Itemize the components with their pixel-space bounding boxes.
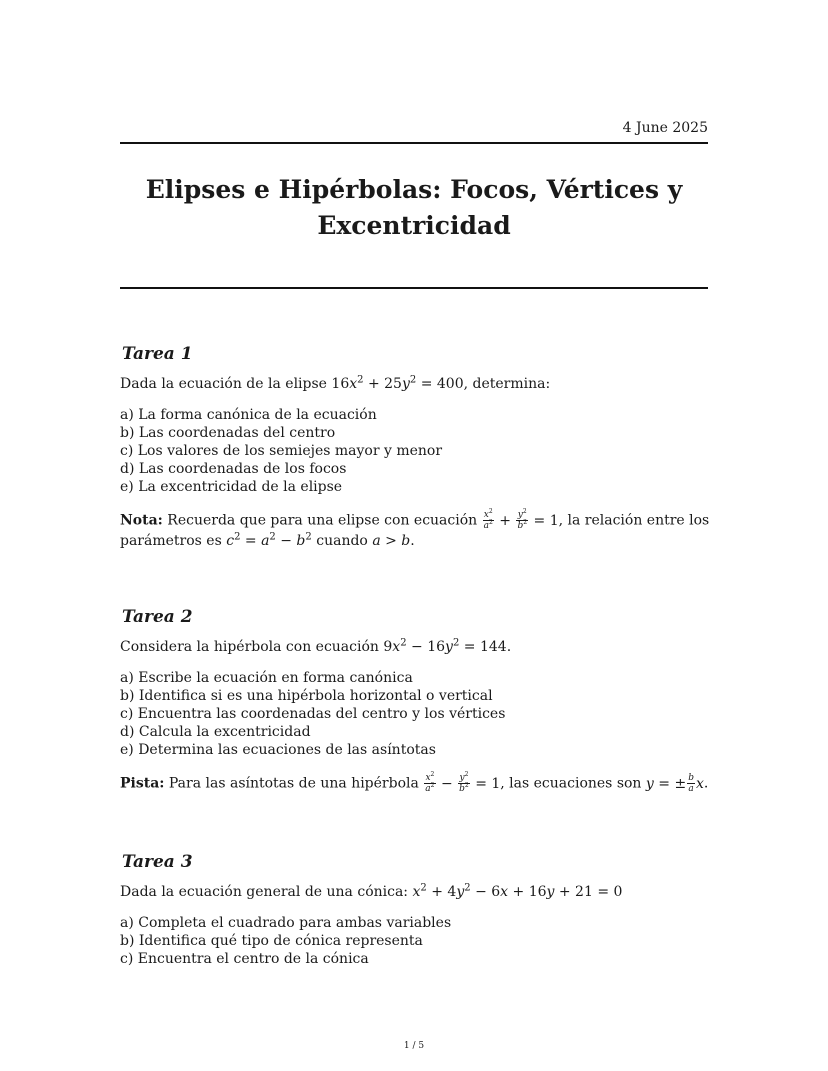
list-item: d) Calcula la excentricidad — [120, 724, 311, 740]
note-text: , las ecuaciones son — [500, 775, 642, 792]
list-item: d) Las coordenadas de los focos — [120, 461, 347, 477]
intro-text: Dada la ecuación general de una cónica: — [120, 884, 409, 900]
task-heading: Tarea 2 — [122, 607, 193, 627]
page-number: 1 / 5 — [403, 1041, 425, 1051]
task-items — [120, 669, 720, 759]
note-text: Recuerda que para una elipse con ecuación — [167, 512, 478, 529]
list-item: c) Los valores de los semiejes mayor y menor — [120, 443, 443, 459]
task-note — [120, 510, 720, 551]
task-intro — [120, 375, 720, 393]
note-label: Pista: — [120, 775, 165, 792]
note-text: Para las asíntotas de una hipérbola — [168, 775, 419, 792]
task-items — [120, 914, 720, 968]
list-item: a) Completa el cuadrado para ambas variables — [120, 915, 452, 931]
title-rule — [120, 287, 708, 289]
list-item: a) Escribe la ecuación en forma canónica — [120, 670, 413, 686]
ellipse-standard-form: $\frac{x^2}{a^2}$ + $\frac{y^2}{b^2}$ = 1 — [483, 508, 559, 531]
note-label: Nota: — [120, 512, 163, 529]
task-3 — [120, 851, 720, 968]
list-item: e) La excentricidad de la elipse — [120, 479, 343, 495]
task-heading: Tarea 1 — [122, 344, 193, 364]
list-item: c) Encuentra las coordenadas del centro y los vértices — [120, 706, 506, 722]
task-intro — [120, 638, 720, 656]
task-2 — [120, 606, 720, 794]
list-item: b) Las coordenadas del centro — [120, 425, 336, 441]
intro-text: Dada la ecuación de la elipse — [120, 376, 327, 392]
list-item: e) Determina las ecuaciones de las asíntotas — [120, 742, 436, 758]
ellipse-equation: $16x^2 + 25y^2 = 400$ — [331, 374, 464, 392]
note-end: . — [410, 533, 415, 549]
document-title: Elipses e Hipérbolas: Focos, Vértices y Excentricidad — [145, 175, 683, 240]
intro-text: Considera la hipérbola con ecuación — [120, 639, 379, 655]
document-date: 4 June 2025 — [622, 120, 708, 136]
task-heading: Tarea 3 — [122, 852, 193, 872]
general-conic-equation: $x^2 + 4y^2 - 6x + 16y + 21 = 0$ — [412, 882, 623, 900]
task-items — [120, 406, 720, 496]
note-text: , la relación entre los parámetros es — [120, 512, 710, 549]
hyperbola-standard-form: $\frac{x^2}{a^2}$ − $\frac{y^2}{b^2}$ = 1 — [425, 771, 501, 794]
list-item: c) Encuentra el centro de la cónica — [120, 951, 369, 967]
list-item: a) La forma canónica de la ecuación — [120, 407, 377, 423]
intro-suffix: . — [506, 639, 512, 655]
header-rule — [120, 142, 708, 144]
focal-relation: $c^2 = a^2 - b^2$ — [226, 531, 312, 549]
list-item: b) Identifica qué tipo de cónica representa — [120, 933, 423, 949]
task-intro — [120, 883, 720, 901]
task-hint — [120, 773, 720, 794]
note-end: . — [703, 775, 709, 792]
hyperbola-equation: $9x^2 - 16y^2 = 144$ — [383, 637, 507, 655]
asymptote-equation: y = ± $\frac{b}{a}$ x — [645, 773, 704, 794]
condition: a > b — [372, 533, 411, 549]
task-1 — [120, 343, 720, 551]
note-text: cuando — [316, 533, 368, 549]
intro-suffix: , determina: — [463, 376, 551, 392]
list-item: b) Identifica si es una hipérbola horizontal o vertical — [120, 688, 493, 704]
